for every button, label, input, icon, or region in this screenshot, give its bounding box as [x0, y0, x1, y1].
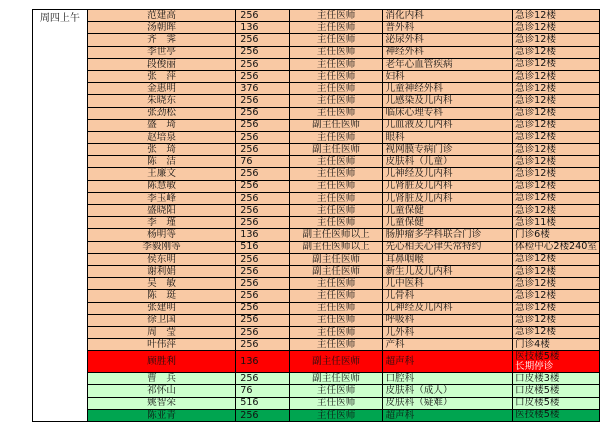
fee-cell: 256: [236, 326, 290, 338]
location-cell: [512, 229, 599, 241]
doctor-name: 李 瑾: [87, 217, 235, 229]
location-note: 长期停诊: [514, 360, 554, 372]
doctor-name: 段俊丽: [87, 58, 235, 70]
fee-cell: 256: [236, 409, 290, 421]
title-cell: 主任医师: [289, 217, 383, 229]
doctor-name: 陈 珽: [87, 290, 235, 302]
doctor-name: 盛晓阳: [87, 205, 235, 217]
table-row: [33, 180, 600, 192]
location-text: 急诊12楼: [514, 192, 556, 204]
fee-cell: 256: [236, 107, 290, 119]
doctor-name: 李毅刚等: [87, 241, 235, 253]
location-cell: [512, 144, 599, 156]
department-cell: 超声科: [383, 409, 513, 421]
department-cell: 眼科: [383, 131, 513, 143]
location-text: 急诊12楼: [514, 58, 556, 70]
table-row: [33, 34, 600, 46]
doctor-name: 谢利娟: [87, 265, 235, 277]
table-row: [33, 217, 600, 229]
location-text: 医技楼5楼: [514, 409, 560, 421]
fee-cell: 76: [236, 156, 290, 168]
location-text: 急诊12楼: [514, 143, 556, 155]
location-cell: [512, 339, 599, 351]
table-row: [33, 290, 600, 302]
schedule-body: [33, 10, 600, 422]
location-cell: [512, 156, 599, 168]
location-text: 医技楼5楼: [514, 350, 560, 362]
department-cell: 儿外科: [383, 326, 513, 338]
location-text: 急诊12楼: [514, 119, 556, 131]
location-text: 急诊12楼: [514, 180, 556, 192]
fee-cell: 256: [236, 302, 290, 314]
doctor-name: 陈慧敏: [87, 180, 235, 192]
doctor-name: 朱晓东: [87, 95, 235, 107]
department-cell: 消化内科: [383, 10, 513, 22]
doctor-name: 李玉峰: [87, 192, 235, 204]
location-text: 急诊12楼: [514, 131, 556, 143]
location-text: 口皮楼5楼: [514, 385, 560, 397]
title-cell: 副主任医师以上: [289, 241, 383, 253]
table-row: [33, 70, 600, 82]
department-cell: 儿骨科: [383, 290, 513, 302]
doctor-name: 张 琦: [87, 144, 235, 156]
doctor-name: 杨明等: [87, 229, 235, 241]
department-cell: 临床心理专科: [383, 107, 513, 119]
fee-cell: 256: [236, 278, 290, 290]
department-cell: 视网膜专病门诊: [383, 144, 513, 156]
fee-cell: 256: [236, 205, 290, 217]
department-cell: 儿肾脏及儿内科: [383, 192, 513, 204]
title-cell: 主任医师: [289, 192, 383, 204]
fee-cell: 136: [236, 351, 290, 373]
location-cell: [512, 409, 599, 421]
doctor-name: 周 莹: [87, 326, 235, 338]
doctor-name: 李世亭: [87, 46, 235, 58]
fee-cell: 256: [236, 144, 290, 156]
table-row: [33, 385, 600, 397]
location-text: 口皮楼5楼: [514, 397, 560, 409]
table-row: [33, 10, 600, 22]
location-cell: [512, 302, 599, 314]
location-cell: [512, 278, 599, 290]
table-row: [33, 302, 600, 314]
title-cell: 副主任医师: [289, 144, 383, 156]
doctor-name: 张建明: [87, 302, 235, 314]
table-row: [33, 119, 600, 131]
location-cell: [512, 107, 599, 119]
department-cell: 神经外科: [383, 46, 513, 58]
title-cell: 主任医师: [289, 107, 383, 119]
location-cell: [512, 265, 599, 277]
location-cell: [512, 83, 599, 95]
title-cell: 主任医师: [289, 278, 383, 290]
location-cell: [512, 290, 599, 302]
doctor-name: 王廉文: [87, 168, 235, 180]
location-cell: [512, 22, 599, 34]
table-row: [33, 409, 600, 421]
title-cell: 副主任医师: [289, 373, 383, 385]
location-text: 急诊12楼: [514, 168, 556, 180]
table-row: [33, 205, 600, 217]
department-cell: 儿血液及儿内科: [383, 119, 513, 131]
table-row: [33, 46, 600, 58]
department-cell: 儿中医科: [383, 278, 513, 290]
department-cell: 皮肤科（成人）: [383, 385, 513, 397]
fee-cell: 256: [236, 192, 290, 204]
location-text: 急诊12楼: [514, 82, 556, 94]
title-cell: 主任医师: [289, 22, 383, 34]
location-cell: [512, 351, 599, 373]
department-cell: 儿感染及儿内科: [383, 95, 513, 107]
title-cell: 主任医师: [289, 339, 383, 351]
table-row: [33, 397, 600, 409]
doctor-name: 叶伟萍: [87, 339, 235, 351]
location-cell: [512, 119, 599, 131]
department-cell: 皮肤科（疑难）: [383, 397, 513, 409]
table-row: [33, 326, 600, 338]
title-cell: 主任医师: [289, 326, 383, 338]
location-text: 急诊12楼: [514, 21, 556, 33]
table-row: [33, 58, 600, 70]
fee-cell: 136: [236, 22, 290, 34]
location-cell: [512, 205, 599, 217]
fee-cell: 256: [236, 265, 290, 277]
fee-cell: 76: [236, 385, 290, 397]
doctor-name: 祁怀山: [87, 385, 235, 397]
location-text: 急诊12楼: [514, 94, 556, 106]
fee-cell: 256: [236, 119, 290, 131]
fee-cell: 256: [236, 58, 290, 70]
title-cell: 主任医师: [289, 46, 383, 58]
location-cell: [512, 241, 599, 253]
title-cell: 主任医师: [289, 131, 383, 143]
location-text: 门诊6楼: [514, 228, 550, 240]
location-text: 急诊12楼: [514, 265, 556, 277]
doctor-name: 侯东明: [87, 253, 235, 265]
location-cell: [512, 180, 599, 192]
location-text: 急诊12楼: [514, 155, 556, 167]
title-cell: 主任医师: [289, 314, 383, 326]
title-cell: 主任医师: [289, 58, 383, 70]
location-text: 急诊12楼: [514, 204, 556, 216]
location-cell: [512, 46, 599, 58]
fee-cell: 256: [236, 339, 290, 351]
title-cell: 主任医师: [289, 83, 383, 95]
department-cell: 口腔科: [383, 373, 513, 385]
table-row: [33, 253, 600, 265]
fee-cell: 256: [236, 95, 290, 107]
department-cell: 产科: [383, 339, 513, 351]
location-cell: [512, 192, 599, 204]
title-cell: 主任医师: [289, 10, 383, 22]
table-row: [33, 107, 600, 119]
location-cell: [512, 314, 599, 326]
table-row: [33, 373, 600, 385]
title-cell: 副主任医师以上: [289, 229, 383, 241]
doctor-name: 张劲松: [87, 107, 235, 119]
doctor-name: 吴 敏: [87, 278, 235, 290]
department-cell: 普外科: [383, 22, 513, 34]
location-text: 急诊12楼: [514, 326, 556, 338]
department-cell: 儿童神经外科: [383, 83, 513, 95]
fee-cell: 256: [236, 168, 290, 180]
doctor-name: 曹 兵: [87, 373, 235, 385]
title-cell: 主任医师: [289, 156, 383, 168]
title-cell: 副主任医师: [289, 265, 383, 277]
location-text: 急诊12楼: [514, 46, 556, 58]
schedule-table: [32, 9, 600, 422]
location-text: 急诊12楼: [514, 302, 556, 314]
fee-cell: 376: [236, 83, 290, 95]
fee-cell: 256: [236, 217, 290, 229]
title-cell: 主任医师: [289, 168, 383, 180]
title-cell: 副主任医师: [289, 351, 383, 373]
title-cell: 主任医师: [289, 180, 383, 192]
doctor-name: 陈 洁: [87, 156, 235, 168]
department-cell: 皮肤科（儿童）: [383, 156, 513, 168]
location-cell: [512, 10, 599, 22]
location-cell: [512, 70, 599, 82]
department-cell: 新生儿及儿内科: [383, 265, 513, 277]
table-row: [33, 192, 600, 204]
fee-cell: 256: [236, 131, 290, 143]
location-text: 急诊12楼: [514, 9, 556, 21]
department-cell: 老年心血管疾病: [383, 58, 513, 70]
table-row: [33, 22, 600, 34]
fee-cell: 136: [236, 229, 290, 241]
table-row: [33, 83, 600, 95]
table-row: [33, 144, 600, 156]
fee-cell: 256: [236, 70, 290, 82]
table-row: [33, 241, 600, 253]
department-cell: 肠肿瘤多学科联合门诊: [383, 229, 513, 241]
title-cell: 主任医师: [289, 385, 383, 397]
fee-cell: 516: [236, 397, 290, 409]
location-text: 急诊12楼: [514, 33, 556, 45]
doctor-name: 张 萍: [87, 70, 235, 82]
department-cell: 先心相关心律失常特约: [383, 241, 513, 253]
department-cell: 儿童保健: [383, 205, 513, 217]
fee-cell: 256: [236, 180, 290, 192]
title-cell: 主任医师: [289, 95, 383, 107]
doctor-name: 顾胜利: [87, 351, 235, 373]
department-cell: 呼吸科: [383, 314, 513, 326]
doctor-name: 金惠明: [87, 83, 235, 95]
location-cell: [512, 217, 599, 229]
location-text: 体检中心2楼240室: [514, 241, 597, 253]
location-text: 急诊12楼: [514, 314, 556, 326]
doctor-name: 盛 琦: [87, 119, 235, 131]
fee-cell: 516: [236, 241, 290, 253]
location-text: 急诊12楼: [514, 277, 556, 289]
department-cell: 耳鼻咽喉: [383, 253, 513, 265]
title-cell: 主任医师: [289, 397, 383, 409]
table-row: [33, 278, 600, 290]
title-cell: 副主任医师: [289, 253, 383, 265]
location-cell: [512, 373, 599, 385]
department-cell: 儿神经及儿内科: [383, 302, 513, 314]
title-cell: 主任医师: [289, 290, 383, 302]
location-cell: [512, 131, 599, 143]
doctor-name: 姚智荣: [87, 397, 235, 409]
table-row: [33, 229, 600, 241]
location-text: 门诊4楼: [514, 338, 550, 350]
location-text: 口皮楼3楼: [514, 372, 560, 384]
department-cell: 超声科: [383, 351, 513, 373]
doctor-name: 齐 霁: [87, 34, 235, 46]
department-cell: 儿神经及儿内科: [383, 168, 513, 180]
fee-cell: 256: [236, 314, 290, 326]
title-cell: 主任医师: [289, 302, 383, 314]
doctor-name: 汤朝晖: [87, 22, 235, 34]
title-cell: 主任医师: [289, 205, 383, 217]
location-text: 急诊12楼: [514, 70, 556, 82]
doctor-name: 徐卫国: [87, 314, 235, 326]
table-row: [33, 314, 600, 326]
table-row: [33, 95, 600, 107]
doctor-name: 范建高: [87, 10, 235, 22]
location-cell: [512, 34, 599, 46]
location-text: 急诊12楼: [514, 107, 556, 119]
table-row: [33, 339, 600, 351]
table-row: [33, 156, 600, 168]
department-cell: 儿童保健: [383, 217, 513, 229]
title-cell: 副主任医师: [289, 119, 383, 131]
title-cell: 主任医师: [289, 409, 383, 421]
fee-cell: 256: [236, 10, 290, 22]
location-cell: [512, 168, 599, 180]
doctor-name: 陈亚青: [87, 409, 235, 421]
doctor-name: 赵培泉: [87, 131, 235, 143]
table-row: [33, 168, 600, 180]
department-cell: 儿肾脏及儿内科: [383, 180, 513, 192]
department-cell: 泌尿外科: [383, 34, 513, 46]
location-cell: [512, 397, 599, 409]
location-cell: [512, 95, 599, 107]
location-cell: [512, 326, 599, 338]
title-cell: 主任医师: [289, 34, 383, 46]
location-text: 急诊12楼: [514, 253, 556, 265]
table-row: [33, 131, 600, 143]
location-text: 急诊12楼: [514, 289, 556, 301]
fee-cell: 256: [236, 290, 290, 302]
fee-cell: 256: [236, 34, 290, 46]
title-cell: 主任医师: [289, 70, 383, 82]
table-row: [33, 265, 600, 277]
table-row: [33, 351, 600, 373]
location-cell: [512, 253, 599, 265]
location-cell: [512, 385, 599, 397]
location-text: 急诊11楼: [514, 216, 556, 228]
fee-cell: 256: [236, 373, 290, 385]
fee-cell: 256: [236, 46, 290, 58]
department-cell: 妇科: [383, 70, 513, 82]
fee-cell: 256: [236, 253, 290, 265]
day-label: 周四上午: [33, 10, 88, 422]
location-cell: [512, 58, 599, 70]
